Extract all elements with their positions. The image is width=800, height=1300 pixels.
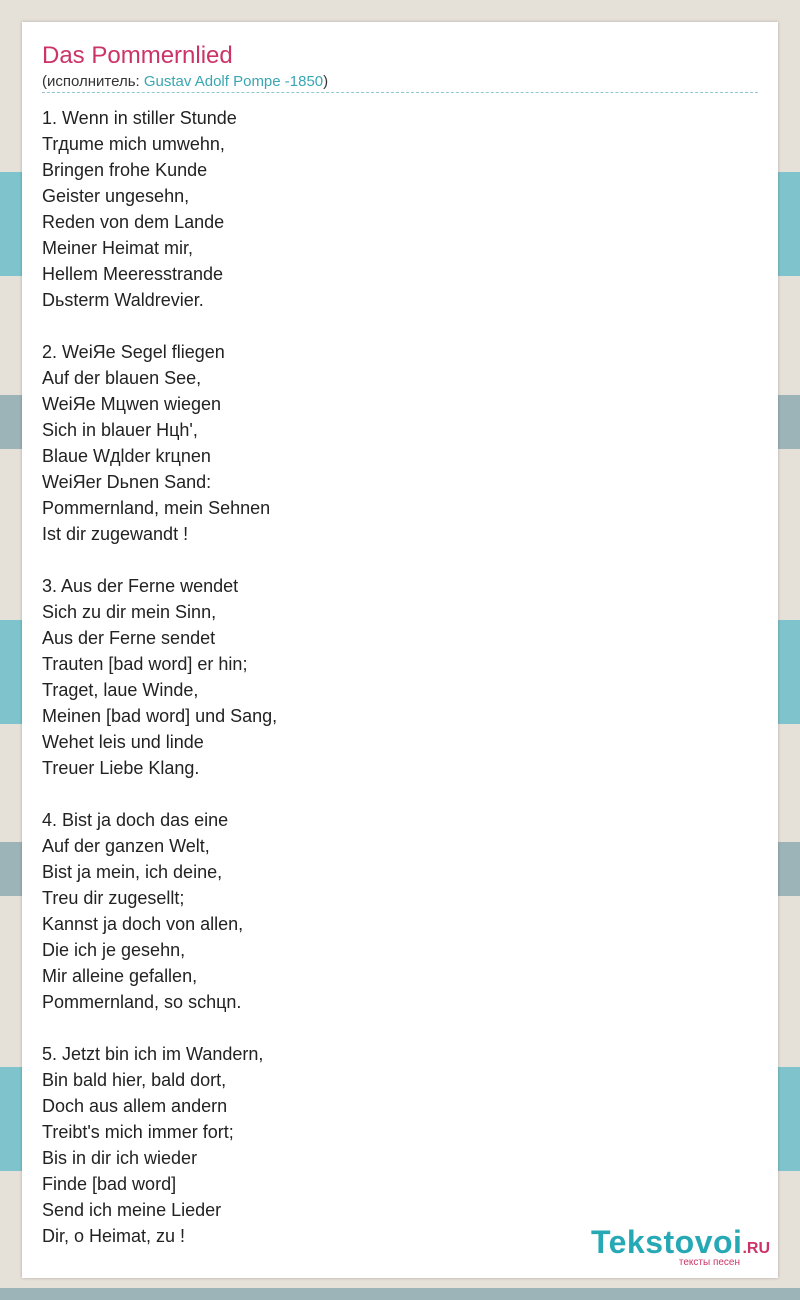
lyric-line: Die ich je gesehn, (42, 940, 186, 960)
performer-suffix: ) (323, 73, 329, 90)
divider (42, 92, 758, 93)
lyrics-card (22, 22, 778, 1278)
lyric-line: Pommernland, mein Sehnen (42, 498, 271, 518)
lyric-line: Bringen frohe Kunde (42, 160, 208, 180)
lyric-line: Treuer Liebe Klang. (42, 758, 200, 778)
lyric-line: Meinen [bad word] und Sang, (42, 706, 278, 726)
lyric-line: Auf der blauen See, (42, 368, 202, 388)
logo-wordmark: Tekstovoi (590, 1224, 743, 1260)
lyric-line: Mir alleine gefallen, (42, 966, 198, 986)
lyric-line: Trдume mich umwehn, (42, 134, 225, 154)
logo-domain: .RU (742, 1240, 770, 1257)
lyric-line: 3. Aus der Ferne wendet (42, 576, 239, 596)
lyric-line: Treu dir zugesellt; (42, 888, 185, 908)
lyric-line: Finde [bad word] (42, 1174, 177, 1194)
lyric-line: WeiЯe Mцwen wiegen (42, 394, 222, 414)
background-stripe (0, 1288, 800, 1300)
lyric-line: 2. WeiЯe Segel fliegen (42, 342, 225, 362)
lyrics-text (42, 105, 277, 1249)
lyric-line: Doch aus allem andern (42, 1096, 228, 1116)
song-title: Das Pommernlied (42, 42, 233, 69)
stanza-gap (42, 313, 277, 339)
lyric-line: Dir, o Heimat, zu ! (42, 1226, 186, 1246)
lyric-line: Sich zu dir mein Sinn, (42, 602, 217, 622)
lyric-line: Reden von dem Lande (42, 212, 225, 232)
lyric-line: Dьsterm Waldrevier. (42, 290, 204, 310)
lyric-line: Hellem Meeresstrande (42, 264, 224, 284)
lyric-line: Meiner Heimat mir, (42, 238, 194, 258)
stanza-gap (42, 547, 277, 573)
lyric-line: Kannst ja doch von allen, (42, 914, 244, 934)
lyric-line: Traget, laue Winde, (42, 680, 199, 700)
performer-prefix: (исполнитель: (42, 73, 144, 90)
lyric-line: WeiЯer Dьnen Sand: (42, 472, 212, 492)
lyric-line: Auf der ganzen Welt, (42, 836, 210, 856)
lyric-line: Wehet leis und linde (42, 732, 204, 752)
lyric-line: Geister ungesehn, (42, 186, 190, 206)
lyric-line: Bis in dir ich wieder (42, 1148, 198, 1168)
stanza-gap (42, 781, 277, 807)
lyric-line: Pommernland, so schцn. (42, 992, 242, 1012)
performer-line (42, 73, 328, 90)
artist-link[interactable]: Gustav Adolf Pompe -1850 (143, 73, 324, 90)
stanza-gap (42, 1015, 277, 1041)
lyric-line: 4. Bist ja doch das eine (42, 810, 229, 830)
lyric-line: Bin bald hier, bald dort, (42, 1070, 227, 1090)
lyric-line: Bist ja mein, ich deine, (42, 862, 223, 882)
lyric-line: Send ich meine Lieder (42, 1200, 222, 1220)
lyric-line: Aus der Ferne sendet (42, 628, 216, 648)
logo-tagline: тексты песен (678, 1257, 740, 1268)
lyric-line: 1. Wenn in stiller Stunde (42, 108, 237, 128)
lyric-line: 5. Jetzt bin ich im Wandern, (42, 1044, 264, 1064)
lyric-line: Blaue Wдlder krцnen (42, 446, 211, 466)
lyric-line: Treibt's mich immer fort; (42, 1122, 234, 1142)
lyric-line: Trauten [bad word] er hin; (42, 654, 248, 674)
lyric-line: Ist dir zugewandt ! (42, 524, 189, 544)
lyric-line: Sich in blauer Hцh', (42, 420, 198, 440)
site-logo[interactable] (591, 1224, 770, 1268)
